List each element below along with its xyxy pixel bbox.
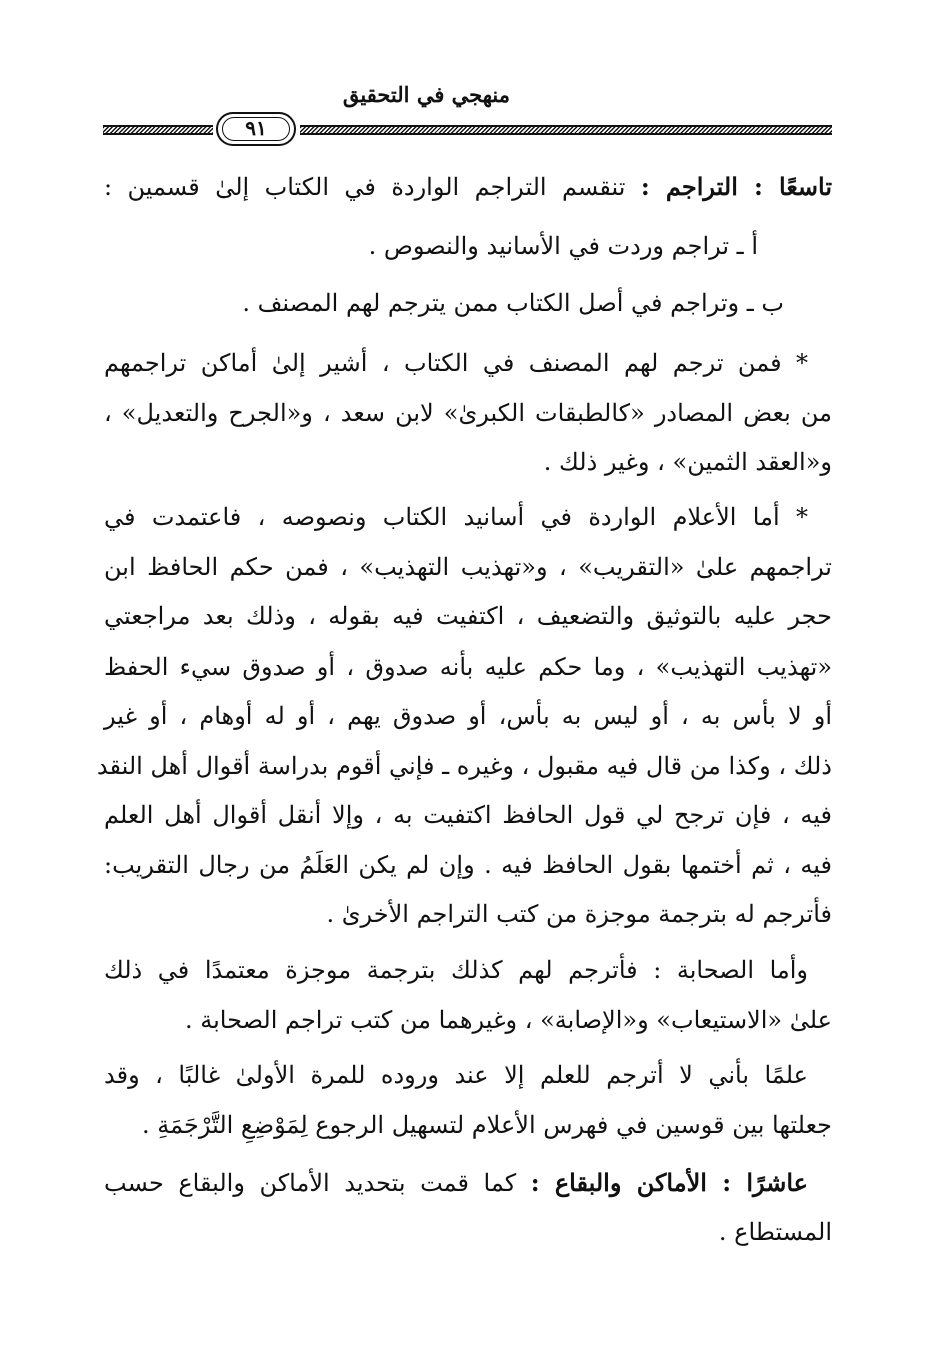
page-number: ٩١	[245, 116, 267, 140]
text-line: علىٰ «الاستيعاب» و«الإصابة» ، وغيرهما من كتب تراجم الصحابة .	[184, 1006, 832, 1034]
text-line: ذلك ، وكذا من قال فيه مقبول ، وغيره ـ فإني أقوم بدراسة أقوال أهل النقد	[96, 752, 832, 780]
running-title: منهجي في التحقيق	[342, 82, 510, 107]
text-line: فيه ، ثم أختمها بقول الحافظ فيه . وإن لم يكن العَلَمُ من رجال التقريب:	[104, 851, 832, 879]
page-number-badge	[216, 112, 296, 146]
section-heading: تاسعًا : التراجم :	[640, 172, 833, 201]
text-line: حجر عليه بالتوثيق والتضعيف ، اكتفيت فيه بقوله ، وذلك بعد مراجعتي	[104, 602, 832, 630]
line-text: تنقسم التراجم الواردة في الكتاب إلىٰ قسمين :	[104, 173, 626, 201]
text-line: * أما الأعلام الواردة في أسانيد الكتاب ونصوصه ، فاعتمدت في	[104, 503, 808, 531]
text-line: «تهذيب التهذيب» ، وما حكم عليه بأنه صدوق ، أو صدوق سيء الحفظ	[104, 653, 832, 681]
text-line	[104, 167, 832, 207]
text-line: فأترجم له بترجمة موجزة من كتب التراجم الأخرىٰ .	[326, 900, 832, 928]
text-line: ب ـ وتراجم في أصل الكتاب ممن يترجم لهم المصنف .	[242, 289, 784, 317]
header-rule-left	[103, 125, 213, 135]
text-line: المستطاع .	[718, 1218, 832, 1246]
text-line: تراجمهم علىٰ «التقريب» ، و«تهذيب التهذيب» ، فمن حكم الحافظ ابن	[104, 553, 832, 581]
text-line: و«العقد الثمين» ، وغير ذلك .	[543, 448, 832, 476]
text-line: * فمن ترجم لهم المصنف في الكتاب ، أشير إلىٰ أماكن تراجمهم	[104, 349, 808, 377]
text-line: جعلتها بين قوسين في فهرس الأعلام لتسهيل الرجوع لِمَوْضِعِ التَّرْجَمَةِ .	[142, 1111, 832, 1139]
header-rule-right	[300, 125, 832, 135]
text-line	[104, 1163, 808, 1203]
text-line: وأما الصحابة : فأترجم لهم كذلك بترجمة موجزة معتمدًا في ذلك	[104, 956, 808, 984]
section-heading: عاشرًا : الأماكن والبقاع :	[530, 1168, 808, 1197]
text-line: فيه ، فإن ترجح لي قول الحافظ اكتفيت به ، وإلا أنقل أقوال أهل العلم	[104, 801, 832, 829]
line-text: كما قمت بتحديد الأماكن والبقاع حسب	[104, 1169, 517, 1197]
text-line: أ ـ تراجم وردت في الأسانيد والنصوص .	[368, 232, 758, 260]
text-line: علمًا بأني لا أترجم للعلم إلا عند وروده للمرة الأولىٰ غالبًا ، وقد	[104, 1061, 808, 1089]
text-line: أو لا بأس به ، أو ليس به بأس، أو صدوق يهم ، أو له أوهام ، أو غير	[104, 702, 832, 730]
text-line: من بعض المصادر «كالطبقات الكبرىٰ» لابن سعد ، و«الجرح والتعديل» ،	[104, 399, 832, 427]
